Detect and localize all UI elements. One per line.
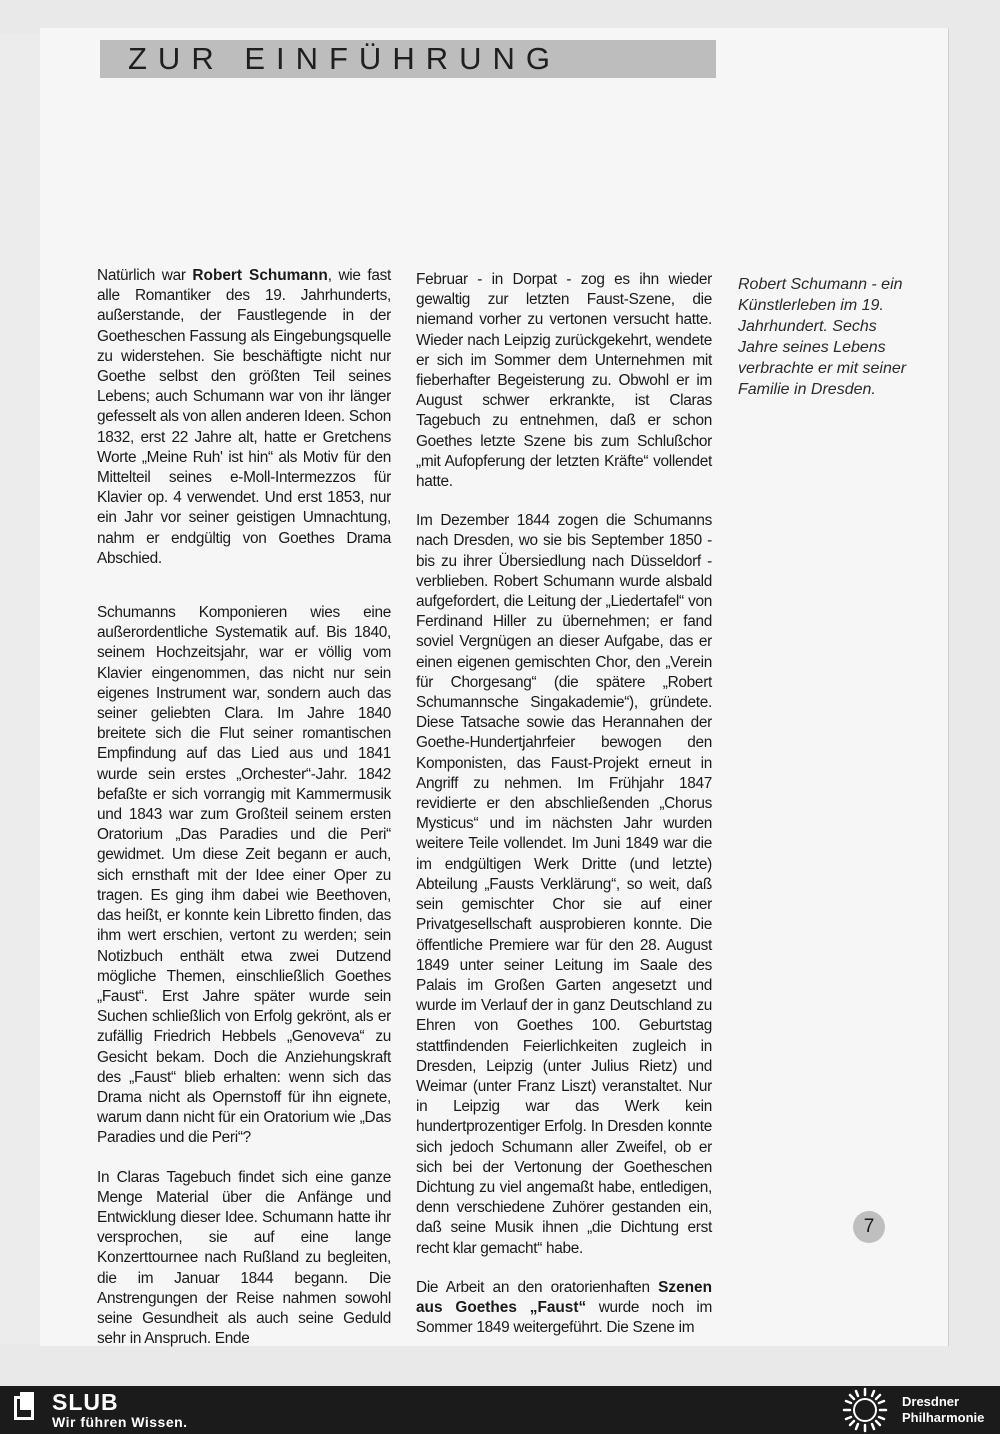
paragraph: Natürlich war Robert Schumann, wie fast alle Romantiker des 19. Jahrhunderts, außerstande, der Faustlegende in der Goetheschen Fassung als Eingebungsquelle zu widerstehen. Sie beschäftigte nicht nur Goethe selbst den größten Teil seines Lebens; auch Schumann war von ihr länger gefesselt als von allen anderen Ideen. Schon 1832, erst 22 Jahre alt, hatte er Gretchens Worte „Meine Ruh' ist hin“ als Motiv für den Mittelteil seines e-Moll-Intermezzos für Klavier op. 4 verwendet. Und erst 1853, nur ein Jahr vor seiner geistigen Umnachtung, nahm er endgültig von Goethes Drama Abschied. [97, 267, 391, 567]
paragraph: Februar - in Dorpat - zog es ihn wieder gewaltig zur letzten Faust-Szene, die niemand vorher zu vertonen versucht hatte. Wieder nach Leipzig zurückgekehrt, wendete er sich im Sommer dem Unternehmen mit fieberhafter Begeisterung zu. Obwohl er im August schwer erkrankte, ist Claras Tagebuch zu entnehmen, daß er schon Goethes letzte Szene bis zum Schlußchor „mit Aufopferung der letzten Kräfte“ vollendet hatte. [416, 271, 712, 491]
partner-name[interactable]: Dresdner Philharmonie [902, 1394, 985, 1425]
paragraph: Die Arbeit an den oratorienhaften Szenen aus Goethes „Faust“ wurde noch im Sommer 1849 weitergeführt. Die Szene im [416, 1278, 712, 1337]
paragraph: In Claras Tagebuch findet sich eine ganze Menge Material über die Anfänge und Entwicklung dieser Idee. Schumann hatte ihr versprochen, sie auf eine lange Konzerttournee nach Rußland zu begleiten, die im Januar 1844 begann. Die Anstrengungen der Reise nahmen sowohl seine Gesundheit als auch seine Geduld sehr in Anspruch. Ende [97, 1168, 391, 1348]
library-tagline: Wir führen Wissen. [52, 1414, 188, 1430]
facing-page-edge [0, 34, 42, 1344]
composer-name: Robert Schumann [192, 267, 328, 284]
paragraph: Schumanns Komponieren wies eine außerordentliche Systematik auf. Bis 1840, seinem Hochzeitsjahr, war er völlig vom Klavier eingenommen, das nicht nur sein eigenes Instrument war, sondern auch das seiner geliebten Clara. Im Jahre 1840 breitete sich die Flut seiner romantischen Empfindung auf das Lied aus und 1841 wurde sein erstes „Orchester“-Jahr. 1842 befaßte er sich vorrangig mit Kammermusik und 1843 war zum Großteil seinem ersten Oratorium „Das Paradies und die Peri“ gewidmet. Um diese Zeit begann er auch, sich ernsthaft mit der Idee einer Oper zu tragen. Es ging ihm dabei wie Beethoven, das heißt, er konnte kein Libretto finden, das ihm wert erschien, vertont zu werden; sein Notizbuch enthält etwa zwei Dutzend mögliche Themen, einschließlich Goethes „Faust“. Erst Jahre später wurde sein Suchen schließlich von Erfolg gekrönt, als er zufällig Friedrich Hebbels „Genoveva“ zu Gesicht bekam. Doch die Anziehungskraft des „Faust“ blieb erhalten: wenn sich das Drama nicht als Opernstoff für ihn eignete, warum dann nicht für ein Oratorium wie „Das Paradies und die Peri“? [97, 604, 391, 1147]
paragraph: Im Dezember 1844 zogen die Schumanns nach Dresden, wo sie bis September 1850 - bis zu ihrer Übersiedlung nach Düsseldorf - verblieben. Robert Schumann wurde alsbald aufgefordert, die Leitung der „Liedertafel“ von Ferdinand Hiller zu übernehmen; er fand soviel Vergnügen an dieser Aufgabe, das er einen eigenen gemischten Chor, den „Verein für Chorgesang“ (die spätere „Robert Schumannsche Singakademie“), gründete. Diese Tatsache sowie das Herannahen der Goethe-Hundertjahrfeier bewogen den Komponisten, das Faust-Projekt erneut in Angriff zu nehmen. Im Frühjahr 1847 revidierte er den abschließenden „Chorus Mysticus“ und im nächsten Jahr wurden weitere Teile vollendet. Im Juni 1849 war die im endgültigen Werk Dritte (und letzte) Abteilung „Fausts Verklärung“, so weit, daß sein gemischter Chor sie auf einer Privatgesellschaft ausprobieren konnte. Die öffentliche Premiere war für den 28. August 1849 unter seiner Leitung im Saale des Palais im Großen Garten angesetzt und wurde im Verlauf der in ganz Deutschland zu Ehren von Goethes 100. Geburtstag stattfindenden Feierlichkeiten zugleich in Dresden, Leipzig (unter Julius Rietz) und Weimar (unter Franz Liszt) veranstaltet. Nur in Leipzig war das Werk kein hundertprozentiger Erfolg. In Dresden konnte sich jedoch Schumann aller Zweifel, ob er sich bei der Vertonung der Goetheschen Dichtung zu viel angemaßt habe, entledigen, denn verschiedene Zuhörer gestanden ein, daß seine Musik ihnen „die Dichtung erst recht klar gemacht“ habe. [416, 512, 712, 1257]
text-column-left [97, 266, 391, 1368]
sidebar-caption: Robert Schumann - ein Künstlerleben im 19. Jahrhundert. Sechs Jahre seines Lebens verbrachte er mit seiner Familie in Dresden. [738, 276, 907, 398]
section-header-bar [100, 40, 716, 78]
work-title: Szenen aus Goethes „Faust“ [416, 1278, 712, 1316]
philharmonie-logo-icon [842, 1387, 888, 1433]
section-title: ZUR EINFÜHRUNG [128, 41, 561, 76]
footer-bar [0, 1386, 1000, 1434]
page-number: 7 [853, 1211, 885, 1243]
slub-logo-icon [14, 1392, 36, 1416]
library-name[interactable]: SLUB [52, 1389, 119, 1415]
text-column-middle [416, 270, 712, 1357]
